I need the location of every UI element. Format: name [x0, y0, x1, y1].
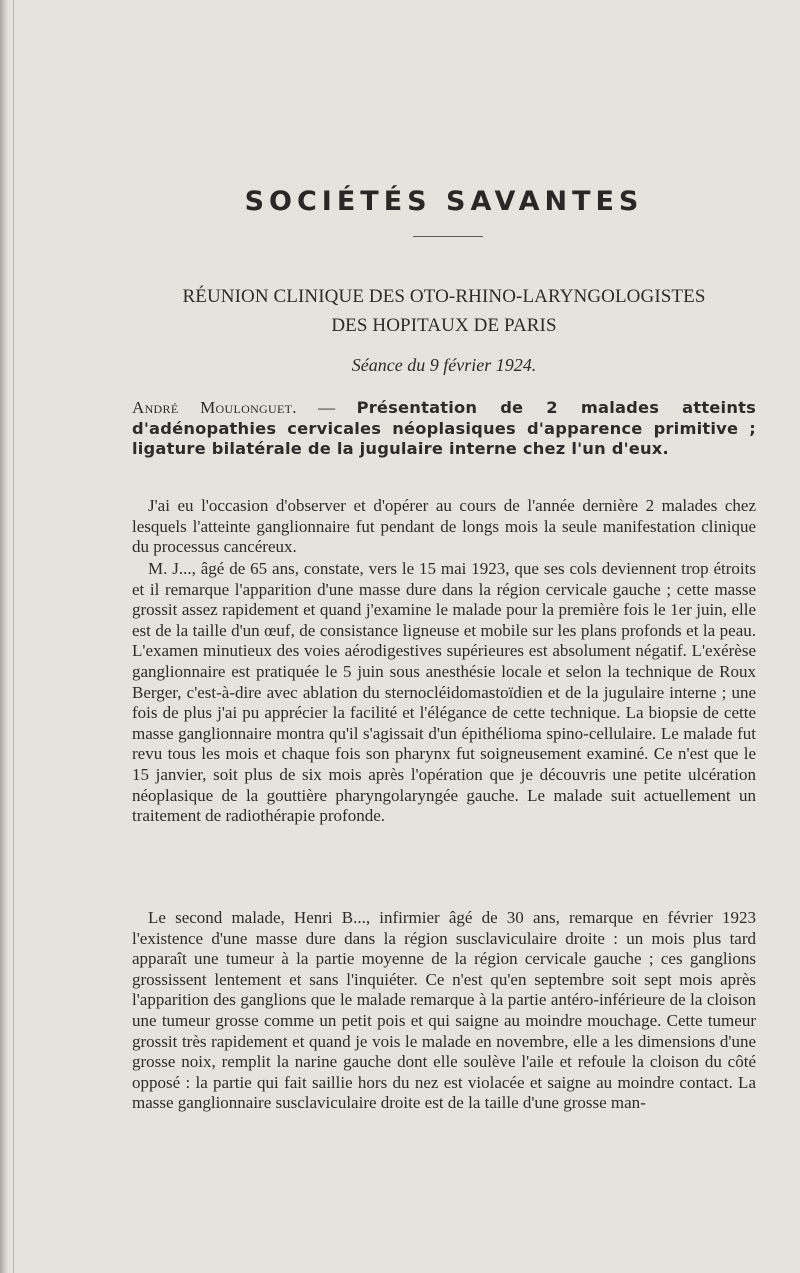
meeting-title-line-2: DES HOPITAUX DE PARIS: [331, 315, 557, 336]
presentation-title: Présentation de 2 malades atteints d'adénopathies cervicales néoplasiques d'apparence primitive ; ligature bilatérale de la jugulaire interne chez l'un d'eux.: [132, 398, 756, 459]
paragraph-case-2: Le second malade, Henri B..., infirmier âgé de 30 ans, remarque en février 1923 l'existence d'une masse dure dans la région susclaviculaire droite : un mois plus tard apparaît une tumeur à la partie moyenne de la région cervicale gauche ; ces ganglions grossissent lentement et sans l'inquiéter. Ce n'est qu'en septembre soit sept mois après l'apparition des ganglions que le malade remarque à la partie antéro-inférieure de la cloison une tumeur grosse comme un petit pois et qui saigne au moindre mouchage. Cette tumeur grossit très rapidement et quand je vois le malade en novembre, elle a les dimensions d'une grosse noix, remplit la narine gauche dont elle soulève l'aile et refoule la cloison du côté opposé : la partie qui fait saillie hors du nez est violacée et saigne au moindre contact. La masse ganglionnaire susclaviculaire droite est de la taille d'une grosse man-: [132, 908, 756, 1113]
author-dash: —: [296, 398, 357, 417]
author-name: André Moulonguet.: [132, 398, 297, 417]
section-heading: SOCIÉTÉS SAVANTES: [244, 186, 644, 217]
page-edge-line: [13, 0, 14, 1273]
paragraph-case-1: M. J..., âgé de 65 ans, constate, vers le 15 mai 1923, que ses cols deviennent trop étroits et il remarque l'apparition d'une masse dure dans la région cervicale gauche ; cette masse grossit assez rapidement et quand j'examine le malade pour la première fois le 1er juin, elle est de la taille d'un œuf, de consistance ligneuse et mobile sur les plans profonds et la peau. L'examen minutieux des voies aérodigestives supérieures est absolument négatif. L'exérèse ganglionnaire est pratiquée le 5 juin sous anesthésie locale et selon la technique de Roux Berger, c'est-à-dire avec ablation du sternocléidomastoïdien et de la jugulaire interne ; une fois de plus j'ai pu apprécier la facilité et l'élégance de cette technique. La biopsie de cette masse ganglionnaire montra qu'il s'agissait d'un épithélioma spino-cellulaire. Le malade fut revu tous les mois et chaque fois son pharynx fut soigneusement examiné. Ce n'est que le 15 janvier, soit plus de six mois après l'opération que je découvris une petite ulcération néoplasique de la gouttière pharyngolaryngée gauche. Le malade suit actuellement un traitement de radiothérapie profonde.: [132, 559, 756, 826]
page-binding-edge: [0, 0, 9, 1273]
session-date: Séance du 9 février 1924.: [351, 355, 537, 375]
presentation-header: [132, 398, 756, 460]
paragraph-intro: J'ai eu l'occasion d'observer et d'opérer au cours de l'année dernière 2 malades chez lesquels l'atteinte ganglionnaire fut pendant de longs mois la seule manifestation clinique du processus cancéreux.: [132, 496, 756, 557]
meeting-title: [132, 282, 756, 340]
meeting-title-line-1: RÉUNION CLINIQUE DES OTO-RHINO-LARYNGOLOGISTES: [182, 286, 706, 307]
heading-divider: [413, 236, 483, 237]
